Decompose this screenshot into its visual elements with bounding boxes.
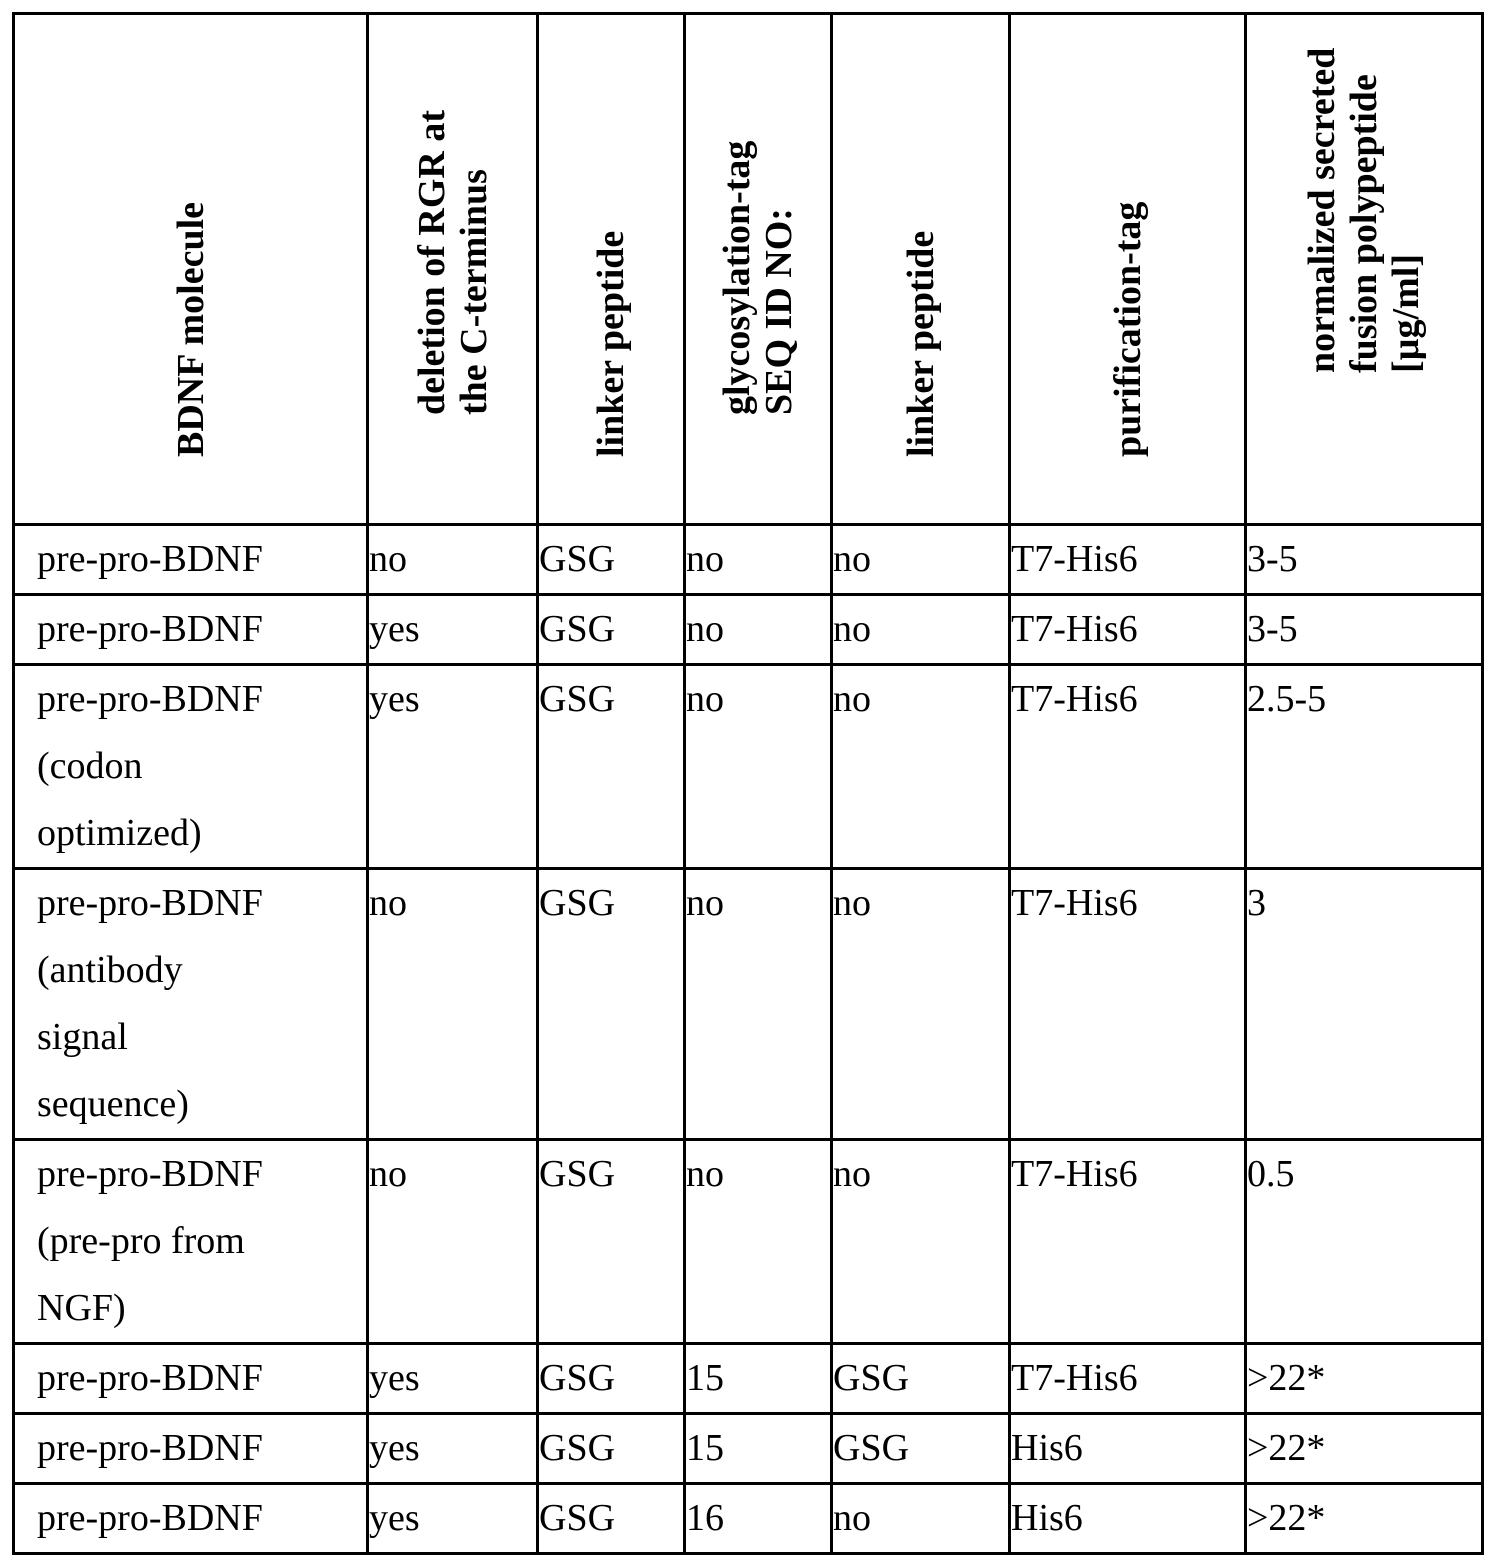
cell-purification-tag: T7-His6: [1010, 1344, 1246, 1414]
cell-glycosylation-tag: no: [685, 869, 832, 1140]
cell-purification-tag: T7-His6: [1010, 525, 1246, 595]
cell-purification-tag: His6: [1010, 1414, 1246, 1484]
cell-bdnf-molecule: pre-pro-BDNF: [14, 1484, 368, 1554]
cell-bdnf-molecule: pre-pro-BDNF (pre-pro from NGF): [14, 1140, 368, 1344]
cell-normalized-secreted: 3-5: [1246, 595, 1483, 665]
cell-bdnf-molecule: pre-pro-BDNF: [14, 1344, 368, 1414]
cell-rgr-deletion: no: [368, 1140, 538, 1344]
cell-purification-tag: T7-His6: [1010, 1140, 1246, 1344]
bdnf-fusion-table: [12, 12, 1484, 1555]
header-purification-tag: purification-tag: [1010, 14, 1246, 525]
cell-linker-peptide-1: GSG: [538, 1344, 685, 1414]
cell-linker-peptide-1: GSG: [538, 595, 685, 665]
cell-rgr-deletion: no: [368, 525, 538, 595]
cell-linker-peptide-1: GSG: [538, 665, 685, 869]
cell-bdnf-molecule: pre-pro-BDNF: [14, 1414, 368, 1484]
cell-linker-peptide-2: no: [832, 1140, 1010, 1344]
cell-normalized-secreted: >22*: [1246, 1344, 1483, 1414]
table-row: [14, 1484, 1483, 1554]
cell-bdnf-molecule: pre-pro-BDNF: [14, 525, 368, 595]
header-linker-peptide-1: linker peptide: [538, 14, 685, 525]
cell-purification-tag: T7-His6: [1010, 665, 1246, 869]
cell-rgr-deletion: yes: [368, 595, 538, 665]
cell-linker-peptide-1: GSG: [538, 1140, 685, 1344]
cell-rgr-deletion: yes: [368, 1414, 538, 1484]
cell-linker-peptide-2: no: [832, 869, 1010, 1140]
cell-glycosylation-tag: no: [685, 525, 832, 595]
cell-purification-tag: T7-His6: [1010, 595, 1246, 665]
cell-linker-peptide-1: GSG: [538, 869, 685, 1140]
cell-bdnf-molecule: pre-pro-BDNF (antibody signal sequence): [14, 869, 368, 1140]
cell-normalized-secreted: 3-5: [1246, 525, 1483, 595]
table-row: [14, 595, 1483, 665]
table-row: [14, 1344, 1483, 1414]
cell-bdnf-molecule: pre-pro-BDNF (codon optimized): [14, 665, 368, 869]
cell-glycosylation-tag: no: [685, 1140, 832, 1344]
cell-purification-tag: T7-His6: [1010, 869, 1246, 1140]
table-row: [14, 869, 1483, 1140]
table-row: [14, 1414, 1483, 1484]
header-row: [14, 14, 1483, 525]
table-body: [14, 525, 1483, 1554]
cell-linker-peptide-1: GSG: [538, 525, 685, 595]
cell-normalized-secreted: >22*: [1246, 1484, 1483, 1554]
cell-linker-peptide-2: no: [832, 595, 1010, 665]
cell-linker-peptide-2: no: [832, 525, 1010, 595]
cell-purification-tag: His6: [1010, 1484, 1246, 1554]
header-rgr-deletion: deletion of RGR at the C-terminus: [368, 14, 538, 525]
cell-rgr-deletion: yes: [368, 665, 538, 869]
cell-linker-peptide-2: GSG: [832, 1414, 1010, 1484]
table-row: [14, 665, 1483, 869]
cell-rgr-deletion: yes: [368, 1484, 538, 1554]
cell-linker-peptide-2: GSG: [832, 1344, 1010, 1414]
cell-rgr-deletion: no: [368, 869, 538, 1140]
cell-glycosylation-tag: 15: [685, 1344, 832, 1414]
table-row: [14, 1140, 1483, 1344]
cell-normalized-secreted: 0.5: [1246, 1140, 1483, 1344]
cell-glycosylation-tag: no: [685, 665, 832, 869]
header-bdnf-molecule: BDNF molecule: [14, 14, 368, 525]
cell-bdnf-molecule: pre-pro-BDNF: [14, 595, 368, 665]
cell-normalized-secreted: >22*: [1246, 1414, 1483, 1484]
clipped-footnote: [30, 1549, 830, 1556]
header-normalized-secreted: normalized secreted fusion polypeptide [µg/ml]: [1246, 14, 1483, 525]
cell-glycosylation-tag: no: [685, 595, 832, 665]
cell-glycosylation-tag: 16: [685, 1484, 832, 1554]
cell-linker-peptide-1: GSG: [538, 1414, 685, 1484]
header-linker-peptide-2: linker peptide: [832, 14, 1010, 525]
cell-linker-peptide-2: no: [832, 665, 1010, 869]
cell-linker-peptide-2: no: [832, 1484, 1010, 1554]
cell-normalized-secreted: 3: [1246, 869, 1483, 1140]
cell-normalized-secreted: 2.5-5: [1246, 665, 1483, 869]
cell-glycosylation-tag: 15: [685, 1414, 832, 1484]
cell-rgr-deletion: yes: [368, 1344, 538, 1414]
header-glycosylation-tag: glycosylation-tag SEQ ID NO:: [685, 14, 832, 525]
table-row: [14, 525, 1483, 595]
cell-linker-peptide-1: GSG: [538, 1484, 685, 1554]
